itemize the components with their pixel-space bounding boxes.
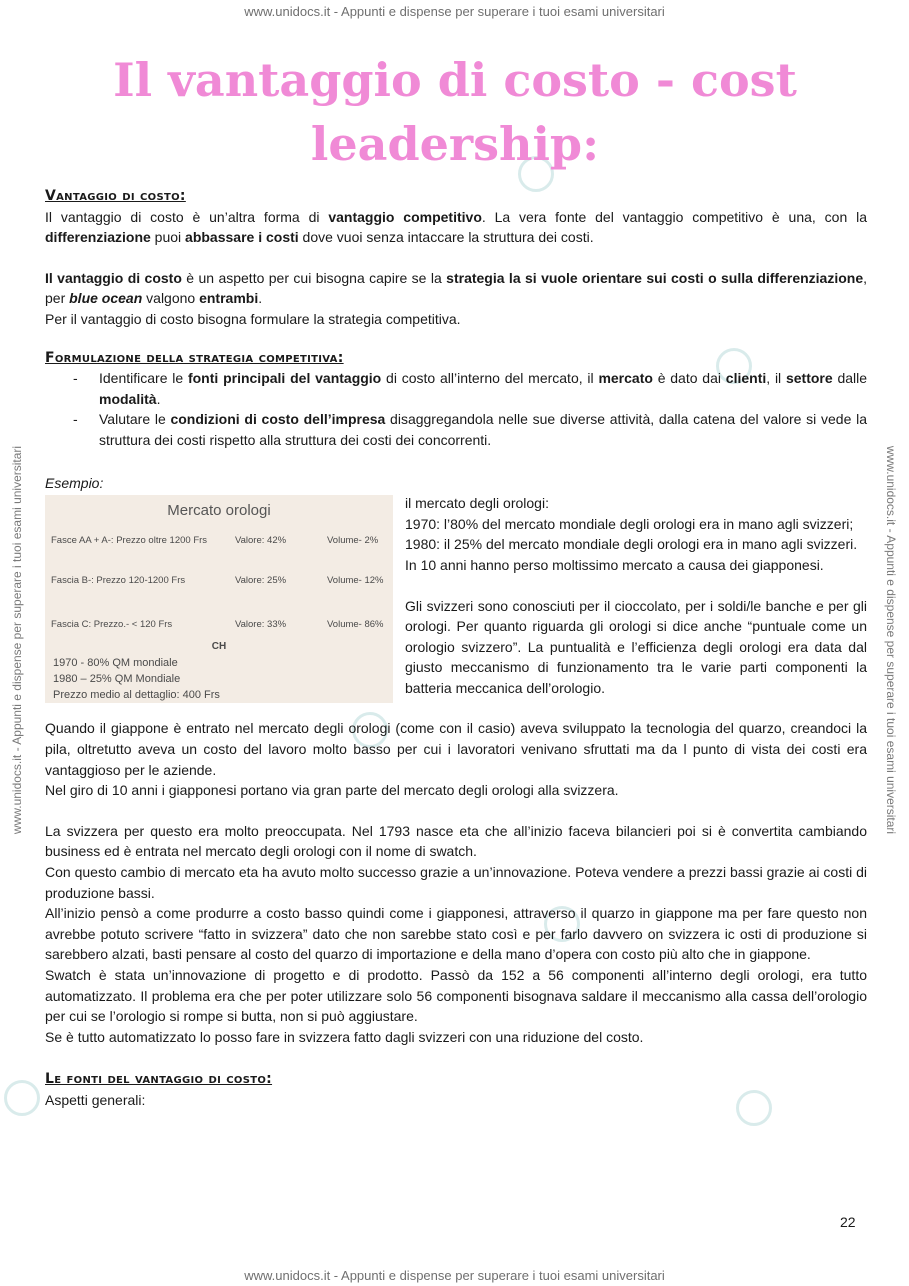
paragraph: Per il vantaggio di costo bisogna formulare la strategia competitiva. <box>45 310 461 327</box>
paragraph: Nel giro di 10 anni i giapponesi portano via gran parte del mercato degli orologi alla svizzera. <box>45 782 619 799</box>
figure-line: 1970 - 80% QM mondiale <box>53 657 178 670</box>
paragraph: La svizzera per questo era molto preoccupata. Nel 1793 nasce eta che all’inizio faceva bilancieri poi si è convertita cambiando business ed è entrata nel mercato degli orologi con il nome di swatch. <box>45 822 867 860</box>
heading-vantaggio: Vantaggio di costo: <box>45 188 186 204</box>
title-line-1: Il vantaggio di costo - cost <box>113 53 797 107</box>
heading-fonti: Le fonti del vantaggio di costo: <box>45 1071 273 1088</box>
paragraph: Aspetti generali: <box>45 1091 146 1108</box>
figure-line: Prezzo medio al dettaglio: 400 Frs <box>53 689 220 702</box>
watermark-right <box>884 400 908 900</box>
watermark-bottom: www.unidocs.it - Appunti e dispense per superare i tuoi esami universitari <box>244 1268 665 1283</box>
example-line: 1970: l’80% del mercato mondiale degli orologi era in mano agli svizzeri; <box>405 515 854 532</box>
paragraph: Gli svizzeri sono conosciuti per il cioccolato, per i soldi/le banche e per gli orologi. Per quanto riguarda gli orologi si dice anche “puntuale come un orologio svizzero”. La puntualità e l’efficienza degli orologi era data dal giusto meccanismo di funzionamento tra le varie parti componenti la batteria meccanica dell’orologio. <box>405 597 867 696</box>
list-item: - Identificare le fonti principali del vantaggio di costo all’interno del mercato, il mercato è dato dai clienti, il settore dalle modalità. <box>99 368 867 409</box>
figure-line: 1980 – 25% QM Mondiale <box>53 673 181 686</box>
paragraph: Swatch è stata un’innovazione di progetto e di prodotto. Passò da 152 a 56 componenti all’interno degli orologi, era tutto automatizzato. Il problema era che per poter utilizzare solo 56 componenti bisognava saldare il meccanismo alla cassa dell’orologio per cui se l’orologio si rompe si butta, non si può aggiustare. <box>45 967 867 1025</box>
page-number: 22 <box>840 1214 856 1230</box>
watermark-left-text: www.unidocs.it - Appunti e dispense per superare i tuoi esami universitari <box>10 445 24 835</box>
page-title <box>60 48 850 176</box>
list-item: - Valutare le condizioni di costo dell’impresa disaggregandola nelle sue diverse attività, dalla catena del valore si vede la struttura dei costi rispetto alla struttura dei costi dei concorrenti. <box>99 409 867 450</box>
watermark-right-text: www.unidocs.it - Appunti e dispense per superare i tuoi esami universitari <box>884 445 898 835</box>
paragraph: Con questo cambio di mercato eta ha avuto molto successo grazie a un’innovazione. Poteva vendere a prezzi bassi grazie ai costi di produzione bassi. <box>45 864 867 901</box>
paragraph: Se è tutto automatizzato lo posso fare in svizzera fatto dagli svizzeri con una riduzione del costo. <box>45 1028 644 1045</box>
document-body <box>45 186 867 1111</box>
example-line: In 10 anni hanno perso moltissimo mercato a causa dei giapponesi. <box>405 556 824 573</box>
watermark-logo-icon <box>4 1080 40 1116</box>
watermark-left <box>0 400 24 900</box>
paragraph: Il vantaggio di costo è un aspetto per cui bisogna capire se la strategia la si vuole orientare sui costi o sulla differenziazione, per blue ocean valgono entrambi. <box>45 269 868 307</box>
figure-ch: CH <box>211 641 227 653</box>
bullet-list <box>45 368 867 450</box>
paragraph: Quando il giappone è entrato nel mercato degli orologi (come con il casio) aveva sviluppato la tecnologia del quarzo, creandoci la pila, oltretutto aveva un costo del lavoro molto basso per cui i lavoratori venivano sfruttati ma da l punto di vista dei costi era vantaggioso per le aziende. <box>45 720 867 778</box>
watermark-top: www.unidocs.it - Appunti e dispense per superare i tuoi esami universitari <box>244 4 665 19</box>
example-section <box>45 493 867 702</box>
example-label: Esempio: <box>45 474 104 491</box>
heading-formulazione: Formulazione della strategia competitiva: <box>45 349 344 366</box>
market-figure: Mercato orologi Fasce AA + A-: Prezzo oltre 1200 Frs Valore: 42% Volume- 2% Fascia B-: Prezzo 120-1200 Frs Valore: 25% Volume- 12% Fascia C: Prezzo.- < 120 Frs Valore: 33% Volume- 86% CH 1970 - 80% QM mondiale 1980 – 25% QM Mondiale Prezzo medio al dettaglio: 400 Frs <box>45 495 393 703</box>
example-line: 1980: il 25% del mercato mondiale degli orologi era in mano agli svizzeri. <box>405 536 858 553</box>
title-line-2: leadership: <box>310 117 600 171</box>
paragraph: All’inizio pensò a come produrre a costo basso quindi come i giapponesi, attraverso il quarzo in giappone ma per fare questo non avrebbe potuto scrivere “fatto in svizzera” dato che non sarebbe stato così e per farlo davvero on svizzera ic osti di produzione si sarebbero alzati, basti pensare al costo del quarzo di importazione e della mano d’opera con costo più alto che in giappone. <box>45 905 867 963</box>
paragraph: Il vantaggio di costo è un’altra forma di vantaggio competitivo. La vera fonte del vantaggio competitivo è una, con la differenziazione puoi abbassare i costi dove vuoi senza intaccare la struttura dei costi. <box>45 208 867 246</box>
figure-title: Mercato orologi <box>167 502 271 520</box>
example-line: il mercato degli orologi: <box>405 495 549 512</box>
